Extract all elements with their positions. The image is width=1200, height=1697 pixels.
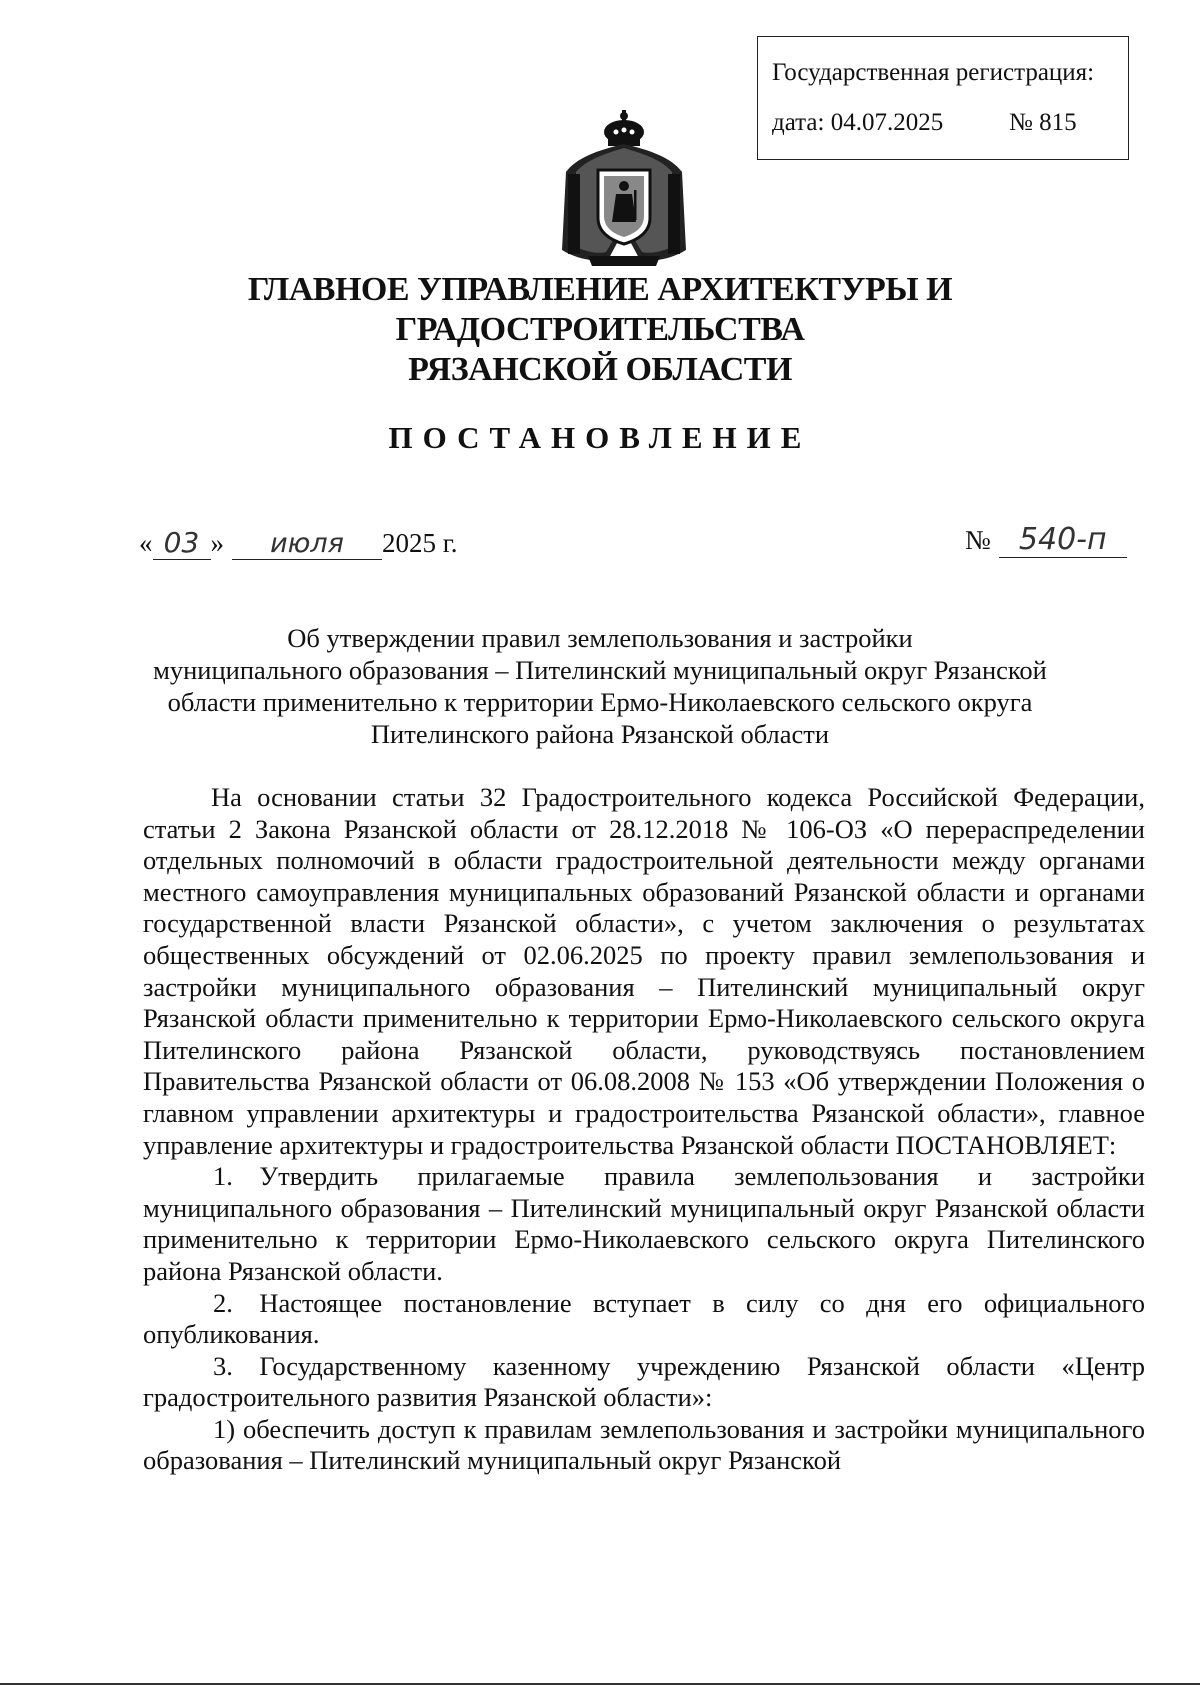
document-number [965, 522, 1127, 558]
document-body [143, 782, 1145, 1477]
document-date [139, 526, 458, 566]
registration-number: № 815 [1009, 109, 1077, 136]
subject-line1: Об утверждении правил землепользования и застройки [287, 623, 913, 653]
resolution-item-3: 3. Государственному казенному учреждению Рязанской области «Центр градостроительного развития Рязанской области»: [143, 1350, 1145, 1413]
registration-stamp [757, 36, 1129, 160]
registration-date: дата: 04.07.2025 [772, 109, 944, 136]
page-bottom-edge [0, 1683, 1200, 1685]
subject-line3: области применительно к территории Ермо-Николаевского сельского округа [167, 687, 1033, 717]
document-subject [140, 622, 1060, 750]
resolution-item-1: 1. Утвердить прилагаемые правила землепользования и застройки муниципального образования – Пителинский муниципальный округ Рязанской области применительно к территории Ермо-Николаевского сельского округа Пителинского района Рязанской области. [143, 1161, 1145, 1286]
number-sign: № [965, 525, 991, 555]
date-open-quote: « [139, 528, 153, 558]
subject-line4: Пителинского района Рязанской области [370, 719, 830, 749]
organization-name-line1: ГЛАВНОЕ УПРАВЛЕНИЕ АРХИТЕКТУРЫ И ГРАДОСТРОИТЕЛЬСТВА [247, 271, 953, 348]
preamble-paragraph: На основании статьи 32 Градостроительного кодекса Российской Федерации, статьи 2 Закона Рязанской области от 28.12.2018 № 106-ОЗ «О перераспределении отдельных полномочий в области градостроительной деятельности между органами местного самоуправления муниципальных образований Рязанской области и органами государственной власти Рязанской области», с учетом заключения о результатах общественных обсуждений от 02.06.2025 по проекту правил землепользования и застройки муниципального образования – Пителинский муниципальный округ Рязанской области применительно к территории Ермо-Николаевского сельского округа Пителинского района Рязанской области, руководствуясь постановлением Правительства Рязанской области от 06.08.2008 № 153 «Об утверждении Положения о главном управлении архитектуры и градостроительства Рязанской области», главное управление архитектуры и градостроительства Рязанской области ПОСТАНОВЛЯЕТ: [143, 782, 1145, 1160]
organization-name [100, 270, 1100, 390]
document-type-title: ПОСТАНОВЛЕНИЕ [388, 420, 812, 455]
resolution-subitem-1: 1) обеспечить доступ к правилам землепользования и застройки муниципального образования – Пителинский муниципальный округ Рязанской [143, 1413, 1145, 1476]
registration-title: Государственная регистрация: [772, 59, 1095, 86]
handwritten-number: 540-п [999, 522, 1127, 558]
resolution-item-2: 2. Настоящее постановление вступает в силу со дня его официального опубликования. [143, 1287, 1145, 1350]
handwritten-month: июля [232, 528, 382, 560]
date-close-quote: » [210, 528, 224, 558]
subject-line2: муниципального образования – Пителинский муниципальный округ Рязанской [153, 655, 1047, 685]
organization-name-line2: РЯЗАНСКОЙ ОБЛАСТИ [408, 351, 792, 388]
coat-of-arms-icon [558, 110, 690, 270]
date-year: 2025 г. [382, 528, 458, 558]
handwritten-day: 03 [153, 526, 211, 560]
